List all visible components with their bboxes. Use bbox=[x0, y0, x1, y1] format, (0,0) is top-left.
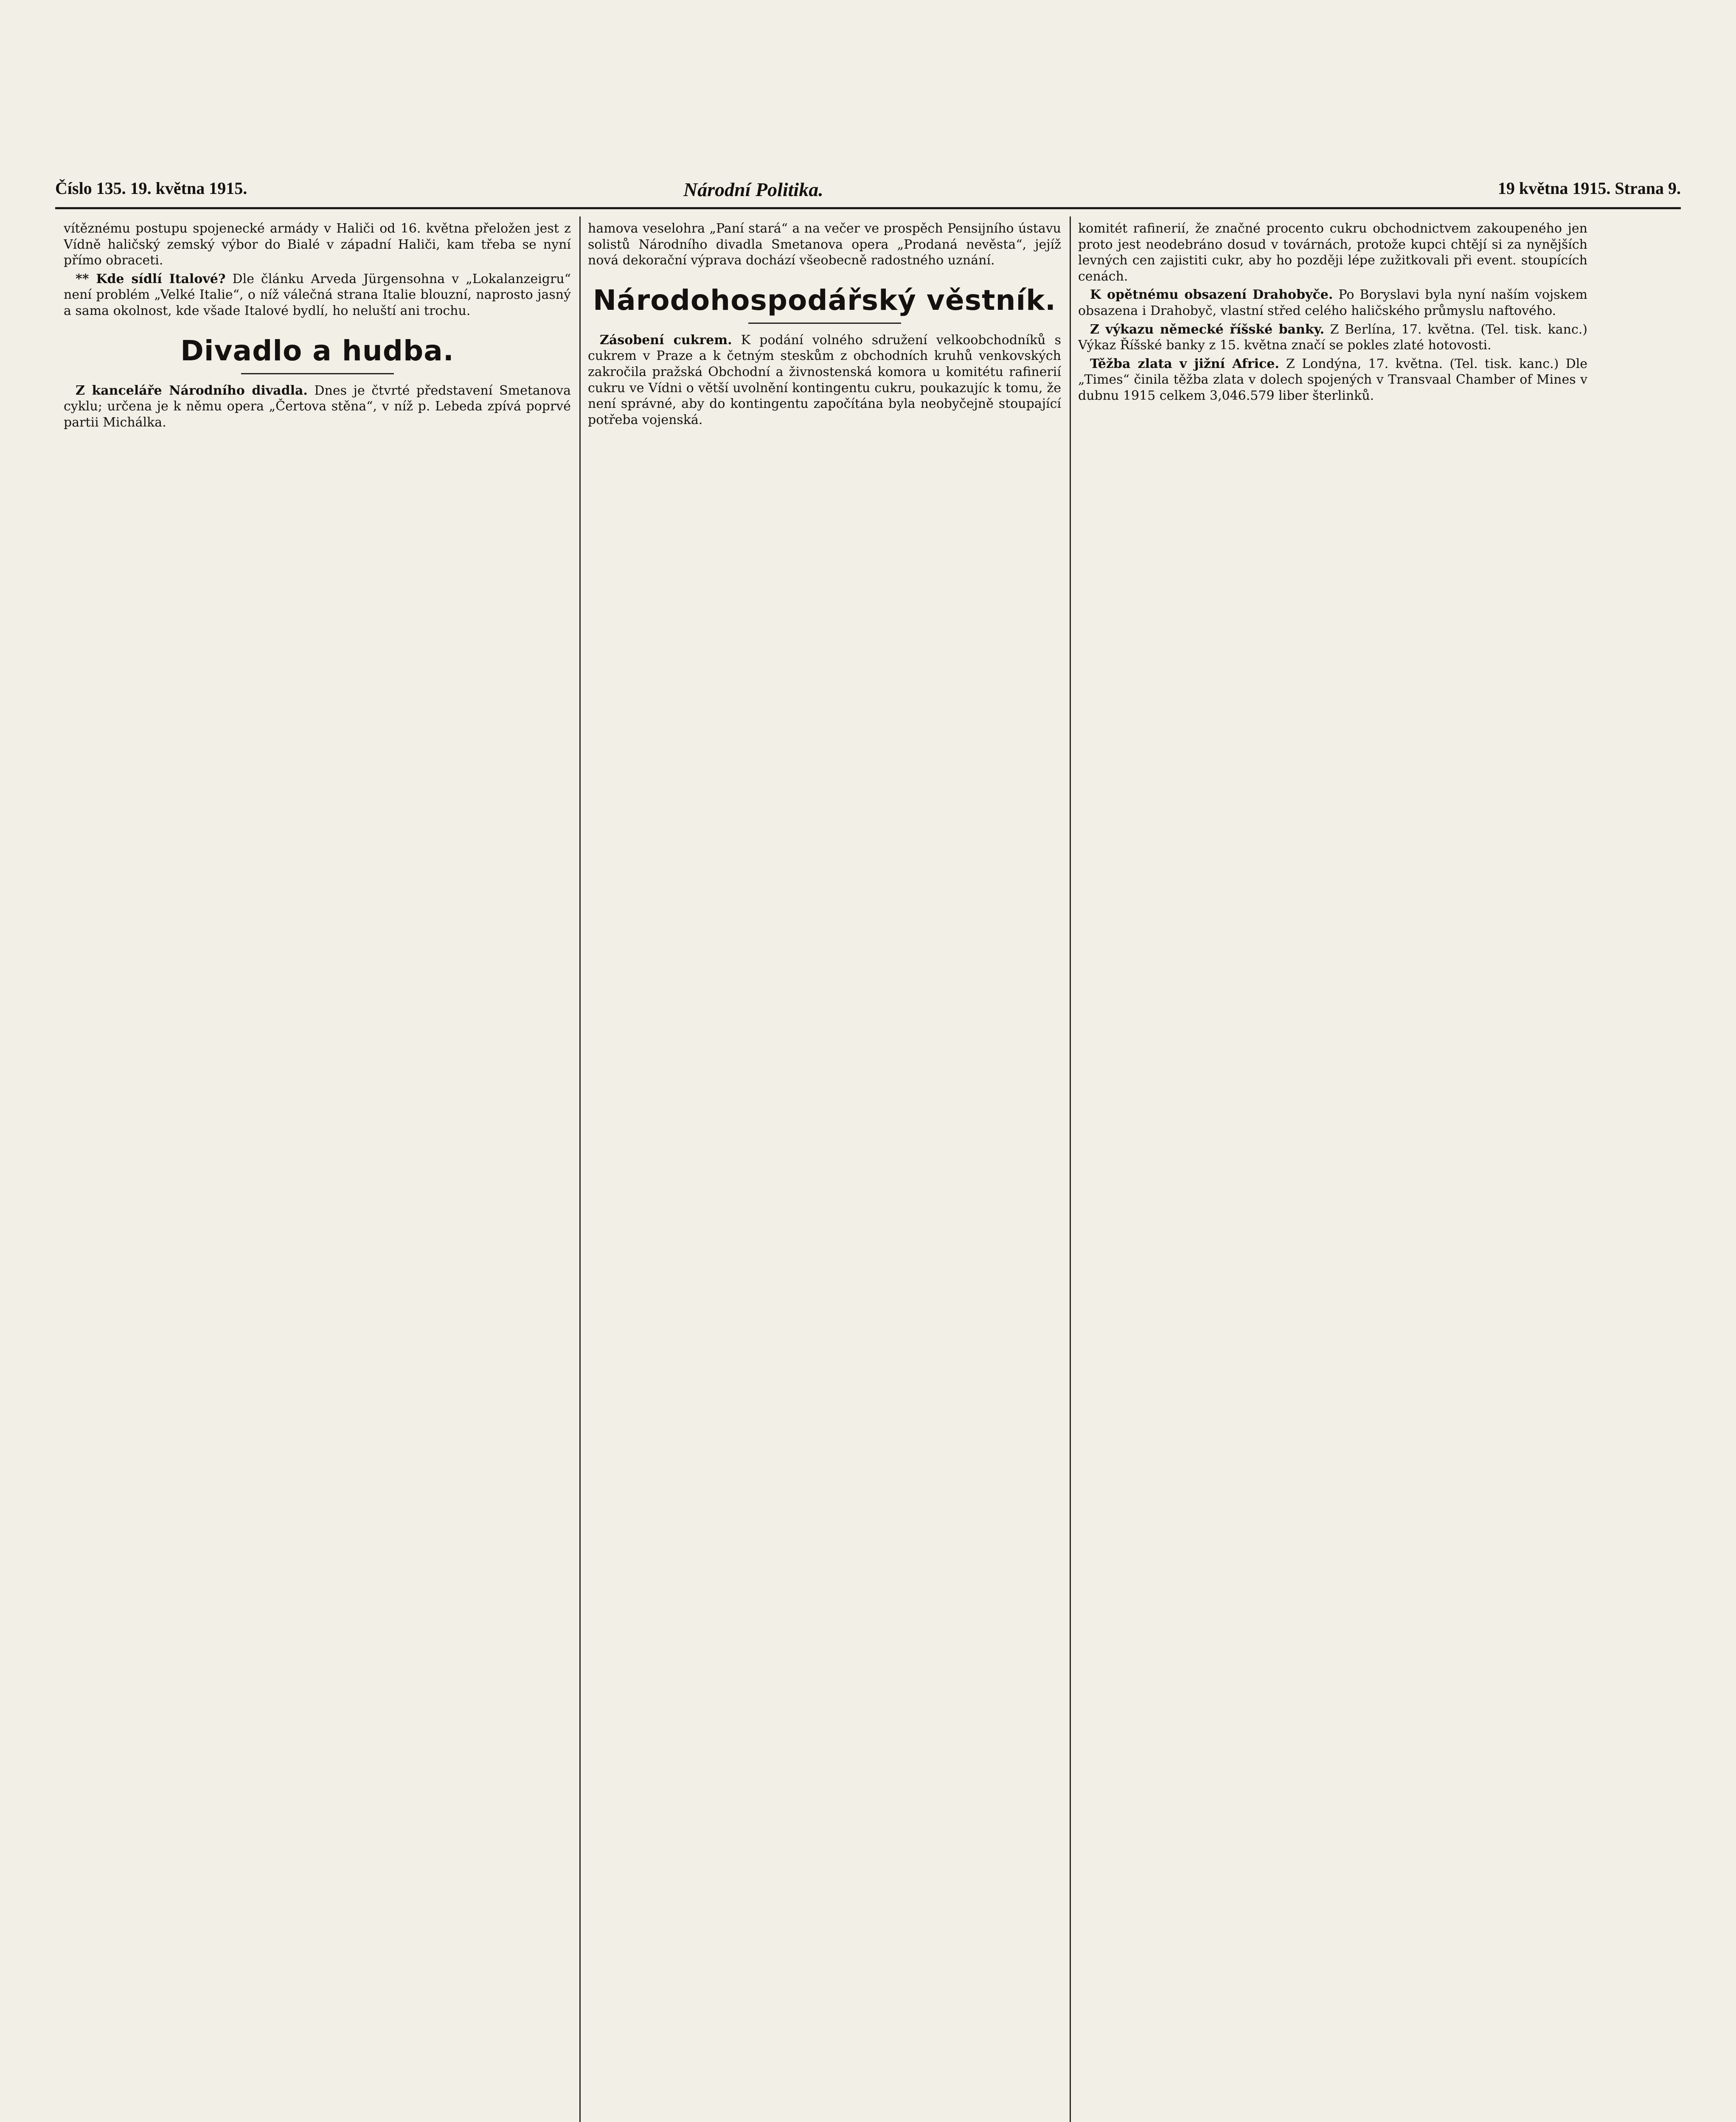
article-text: Dnes je čtvrté představení Smetanova cyklu; určena je k němu opera „Čertova stěna“, v níž p. Lebeda zpívá poprvé partii Michálka. bbox=[64, 383, 571, 430]
article-paragraph: vítěznému postupu spojenecké armády v Haliči od 16. května přeložen jest z Vídně haličský zemský výbor do Bialé v západní Haliči, kam třeba se nyní přímo obraceti. bbox=[64, 221, 571, 268]
column-divider-2 bbox=[1070, 216, 1071, 2122]
article-paragraph bbox=[64, 271, 571, 319]
article-paragraph: komitét rafinerií, že značné procento cukru obchodnictvem zakoupeného jen proto jest neodebráno dosud v továrnách, protože kupci chtějí si za nynějších levných cen zajistiti cukr, aby ho později lépe zužitkovali při event. stoupících cenách. bbox=[1078, 221, 1587, 284]
issue-info: Číslo 135. 19. května 1915. bbox=[55, 179, 247, 198]
article-lead: Těžba zlata v jižní Africe. bbox=[1090, 356, 1279, 371]
article-text: Po Boryslavi byla nyní naším vojskem obsazena i Drahobyč, vlastní střed celého haličského průmyslu naftového. bbox=[1078, 287, 1587, 318]
article-paragraph bbox=[1078, 356, 1587, 404]
page-info: 19 května 1915. Strana 9. bbox=[1497, 179, 1681, 198]
section-heading-divadlo: Divadlo a hudba. bbox=[180, 334, 454, 367]
article-paragraph bbox=[1078, 322, 1587, 354]
article-paragraph bbox=[588, 332, 1061, 428]
article-paragraph: hamova veselohra „Paní stará“ a na večer ve prospěch Pensijního ústavu solistů Národního divadla Smetanova opera „Prodaná nevěsta“, jejíž nová dekorační výprava dochází všeobecně radostného uznání. bbox=[588, 221, 1061, 268]
article-lead: Z výkazu německé říšské banky. bbox=[1090, 322, 1325, 337]
article-lead: Z kanceláře Národního divadla. bbox=[76, 383, 308, 398]
column-2 bbox=[588, 221, 1061, 2122]
article-paragraph bbox=[64, 383, 571, 431]
header-rule bbox=[55, 207, 1681, 209]
masthead-line bbox=[55, 178, 1681, 204]
article-text: Dle článku Arveda Jürgensohna v „Lokalanzeigru“ není problém „Velké Italie“, o níž válečná strana Italie blouzní, naprosto jasný a sama okolnost, kde všade Italové bydlí, ho neluští ani trochu. bbox=[64, 271, 571, 318]
section-rule bbox=[241, 373, 394, 374]
section-rule bbox=[748, 323, 901, 324]
article-paragraph bbox=[1078, 287, 1587, 319]
column-3 bbox=[1078, 221, 1587, 2122]
column-1 bbox=[64, 221, 571, 2122]
article-lead: Zásobení cukrem. bbox=[600, 332, 732, 348]
article-lead: K opětnému obsazení Drahobyče. bbox=[1090, 287, 1333, 303]
section-heading-narodohospodarsky: Národohospodářský věstník. bbox=[593, 283, 1056, 317]
article-text: K podání volného sdružení velkoobchodníků s cukrem v Praze a k četným steskům z obchodních kruhů venkovských zakročila pražská Obchodní a živnostenská komora u komitétu rafinerií cukru ve Vídni o větší uvolnění kontingentu cukru, poukazujíc k tomu, že není správné, aby do kontingentu započítána byla neobyčejně stoupající potřeba vojenská. bbox=[588, 332, 1061, 427]
article-lead: ** Kde sídlí Italové? bbox=[76, 271, 226, 286]
newspaper-title: Národní Politika. bbox=[683, 179, 823, 200]
article-text: Z Berlína, 17. května. (Tel. tisk. kanc.) Výkaz Říšské banky z 15. května značí se pokles zlaté hotovosti. bbox=[1078, 322, 1587, 353]
column-divider-1 bbox=[579, 216, 581, 2122]
article-text: Z Londýna, 17. května. (Tel. tisk. kanc.) Dle „Times“ činila těžba zlata v dolech spojených v Transvaal Chamber of Mines v dubnu 1915 celkem 3,046.579 liber šterlinků. bbox=[1078, 356, 1587, 403]
